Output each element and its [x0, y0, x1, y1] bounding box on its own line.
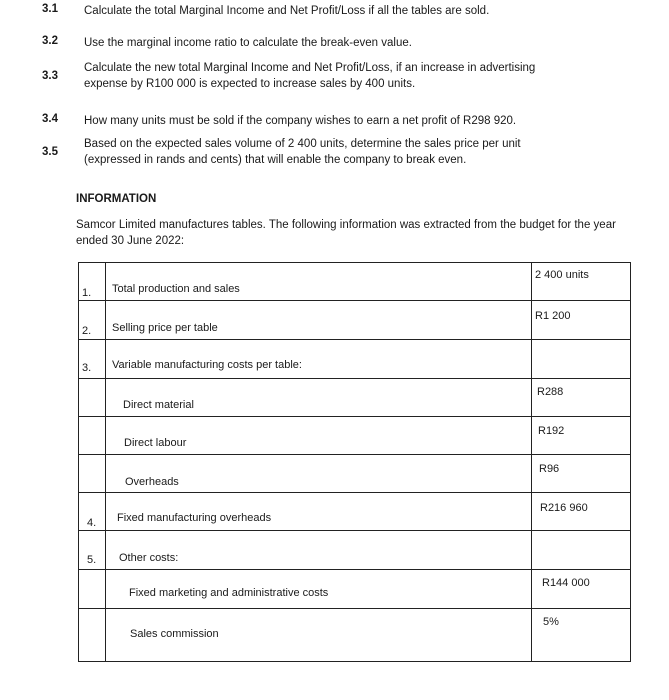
row-value: R192 — [538, 425, 565, 437]
question-text: Calculate the new total Marginal Income and Net Profit/Loss, if an increase in advertising expense by R100 000 is expected to increase sales by 400 units. — [84, 62, 536, 90]
question-number: 3.1 — [42, 3, 58, 15]
table-row-divider — [78, 416, 630, 417]
question-number: 3.5 — [42, 146, 58, 158]
question-text: Calculate the total Marginal Income and Net Profit/Loss if all the tables are sold. — [84, 5, 490, 17]
row-number: 1. — [82, 287, 92, 299]
row-description: Overheads — [125, 476, 179, 488]
question-text: Based on the expected sales volume of 2 400 units, determine the sales price per unit (expressed in rands and cents) that will enable the company to break even. — [84, 138, 521, 166]
row-value: 5% — [543, 616, 559, 628]
table-border — [78, 262, 79, 662]
table-border — [78, 661, 630, 662]
question-number: 3.3 — [42, 70, 58, 82]
row-value: R216 960 — [540, 502, 588, 514]
row-value: 2 400 units — [535, 269, 589, 281]
row-description: Direct material — [123, 399, 194, 411]
row-description: Fixed manufacturing overheads — [117, 512, 272, 524]
table-border — [630, 262, 631, 662]
table-column-divider — [105, 262, 106, 662]
question-number: 3.2 — [42, 35, 58, 47]
row-description: Fixed marketing and administrative costs — [129, 587, 329, 599]
row-description: Total production and sales — [112, 283, 240, 295]
row-value: R288 — [537, 386, 564, 398]
row-description: Variable manufacturing costs per table: — [112, 359, 302, 371]
table-column-divider — [531, 262, 532, 662]
question-text: How many units must be sold if the company wishes to earn a net profit of R298 920. — [84, 115, 517, 127]
row-value: R96 — [539, 463, 560, 475]
row-number: 2. — [82, 325, 92, 337]
row-value: R144 000 — [542, 577, 590, 589]
table-row-divider — [78, 569, 630, 570]
row-description: Sales commission — [130, 628, 219, 640]
information-heading: INFORMATION — [76, 193, 157, 205]
row-description: Selling price per table — [112, 322, 218, 334]
budget-table — [84, 262, 624, 662]
row-description: Other costs: — [119, 552, 179, 564]
table-border — [78, 262, 630, 263]
row-number: 4. — [87, 517, 97, 529]
row-value: R1 200 — [535, 310, 571, 322]
table-row-divider — [78, 378, 630, 379]
table-row-divider — [78, 300, 630, 301]
question-number: 3.4 — [42, 113, 58, 125]
information-intro: Samcor Limited manufactures tables. The following information was extracted from the budget for the year ended 30 June 2022: — [76, 219, 616, 247]
question-text: Use the marginal income ratio to calculate the break-even value. — [84, 37, 412, 49]
row-number: 3. — [82, 362, 92, 374]
table-row-divider — [78, 492, 630, 493]
table-row-divider — [78, 530, 630, 531]
row-description: Direct labour — [124, 437, 187, 449]
table-row-divider — [78, 339, 630, 340]
table-row-divider — [78, 454, 630, 455]
row-number: 5. — [87, 554, 97, 566]
table-row-divider — [78, 608, 630, 609]
